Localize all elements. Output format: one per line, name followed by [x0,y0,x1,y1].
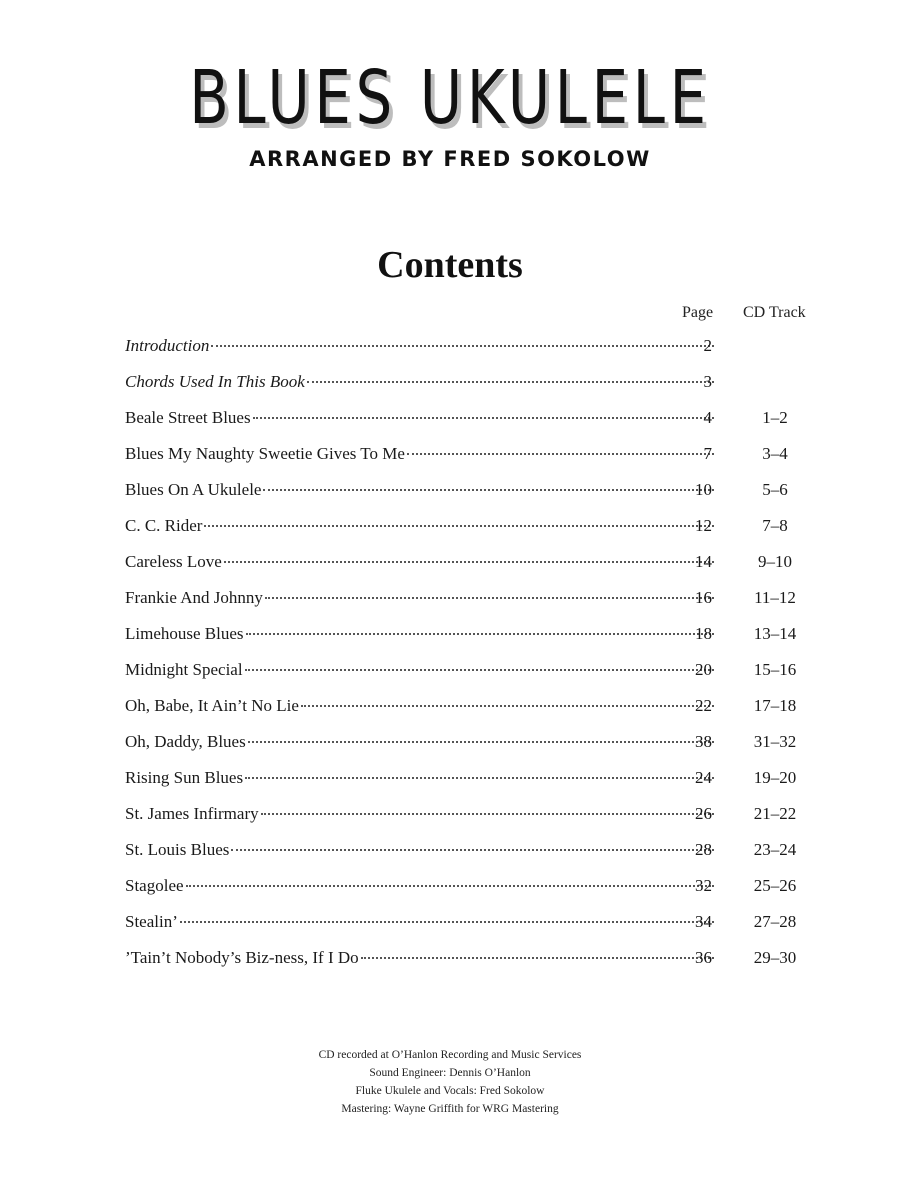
toc-entry-title: Stealin’ [125,912,178,931]
toc-entry-title: Limehouse Blues [125,624,244,643]
credit-line-mastering: Mastering: Wayne Griffith for WRG Mastering [341,1103,559,1115]
toc-entry-cd-track: 25–26 [753,876,797,895]
toc-entry-title: C. C. Rider [125,516,203,535]
toc-leader-line [125,652,714,688]
toc-dot-leader [224,560,714,563]
toc-dot-leader [301,704,714,707]
toc-leader-line [125,868,714,904]
toc-entry-title: Rising Sun Blues [125,768,244,787]
toc-entry-page: 3 [703,372,712,391]
toc-row [125,796,825,832]
toc-entry-cd-track: 11–12 [754,588,796,607]
toc-leader-line [125,724,714,760]
toc-entry-title: Oh, Babe, It Ain’t No Lie [125,696,299,715]
toc-leader-line [125,616,714,652]
toc-row [125,400,825,436]
toc-leader-line [125,364,714,400]
toc-entry-page: 12 [695,516,712,535]
toc-dot-leader [263,488,714,491]
toc-entry-cd-track: 21–22 [753,804,797,823]
toc-entry-cd-track: 29–30 [753,948,797,967]
toc-dot-leader [246,632,714,635]
toc-leader-line [125,472,714,508]
toc-leader-line [125,832,714,868]
toc-dot-leader [248,740,714,743]
toc-entry-title: Introduction [125,336,210,355]
toc-entry-cd-track: 19–20 [753,768,797,787]
toc-dot-leader [307,380,714,383]
toc-dot-leader [180,920,714,923]
toc-row [125,652,825,688]
toc-leader-line [125,760,714,796]
toc-entry-page: 22 [695,696,712,715]
toc-entry-cd-track: 15–16 [753,660,797,679]
credit-line-engineer: Sound Engineer: Dennis O’Hanlon [369,1067,531,1079]
toc-entry-cd-track: 23–24 [753,840,797,859]
toc-row [125,904,825,940]
toc-entry-page: 38 [695,732,712,751]
toc-row [125,868,825,904]
toc-dot-leader [361,956,714,959]
toc-entry-title: Blues My Naughty Sweetie Gives To Me [125,444,405,463]
column-header-page: Page [682,304,714,321]
toc-entry-page: 14 [695,552,712,571]
toc-entry-title: ’Tain’t Nobody’s Biz-ness, If I Do [125,948,359,967]
title-block [0,55,900,171]
toc-leader-line [125,580,714,616]
toc-entry-page: 2 [703,336,712,355]
toc-dot-leader [211,344,714,347]
toc-entry-title: St. Louis Blues [125,840,230,859]
toc-entry-page: 36 [695,948,712,967]
toc-row [125,544,825,580]
toc-entry-title: Frankie And Johnny [125,588,263,607]
toc-dot-leader [231,848,714,851]
toc-leader-line [125,904,714,940]
toc-leader-line [125,544,714,580]
toc-leader-line [125,940,714,976]
toc-leader-line [125,508,714,544]
table-of-contents [125,328,825,976]
toc-dot-leader [245,776,714,779]
toc-entry-cd-track: 13–14 [753,624,797,643]
toc-row [125,472,825,508]
arranger-credit: ARRANGED BY FRED SOKOLOW [249,147,651,171]
toc-dot-leader [253,416,714,419]
credit-line-performer: Fluke Ukulele and Vocals: Fred Sokolow [355,1085,545,1097]
toc-row [125,616,825,652]
toc-entry-cd-track: 17–18 [753,696,797,715]
toc-entry-page: 24 [695,768,712,787]
toc-dot-leader [265,596,714,599]
toc-entry-page: 28 [695,840,712,859]
toc-entry-title: Chords Used In This Book [125,372,305,391]
toc-entry-page: 10 [695,480,712,499]
toc-dot-leader [245,668,714,671]
book-title: BLUES UKULELE [189,55,711,141]
contents-heading: Contents [377,244,523,286]
cd-credits [0,1046,900,1118]
toc-entry-cd-track: 1–2 [762,408,788,427]
toc-entry-cd-track: 31–32 [753,732,797,751]
toc-row [125,832,825,868]
toc-entry-cd-track: 27–28 [753,912,797,931]
toc-dot-leader [261,812,714,815]
toc-entry-page: 4 [703,408,712,427]
toc-row [125,508,825,544]
toc-row [125,940,825,976]
toc-leader-line [125,400,714,436]
toc-entry-cd-track: 5–6 [762,480,788,499]
toc-entry-page: 18 [695,624,712,643]
toc-row [125,688,825,724]
toc-entry-page: 26 [695,804,712,823]
toc-dot-leader [186,884,714,887]
toc-leader-line [125,328,714,364]
toc-row [125,580,825,616]
toc-row [125,328,825,364]
toc-dot-leader [204,524,714,527]
toc-entry-cd-track: 7–8 [762,516,788,535]
column-header-cd-track: CD Track [743,304,806,321]
toc-row [125,724,825,760]
toc-entry-cd-track: 3–4 [762,444,788,463]
toc-leader-line [125,436,714,472]
toc-leader-line [125,688,714,724]
toc-entry-title: Blues On A Ukulele [125,480,262,499]
toc-entry-title: St. James Infirmary [125,804,259,823]
toc-entry-title: Oh, Daddy, Blues [125,732,246,751]
toc-entry-title: Stagolee [125,876,184,895]
toc-entry-page: 20 [695,660,712,679]
toc-entry-title: Beale Street Blues [125,408,251,427]
toc-row [125,436,825,472]
toc-row [125,364,825,400]
toc-leader-line [125,796,714,832]
toc-dot-leader [407,452,714,455]
toc-entry-cd-track: 9–10 [758,552,792,571]
toc-entry-title: Midnight Special [125,660,243,679]
toc-entry-title: Careless Love [125,552,222,571]
toc-entry-page: 7 [703,444,712,463]
toc-entry-page: 16 [695,588,712,607]
toc-row [125,760,825,796]
toc-entry-page: 34 [695,912,712,931]
credit-line-recording: CD recorded at O’Hanlon Recording and Music Services [318,1049,582,1061]
toc-entry-page: 32 [695,876,712,895]
